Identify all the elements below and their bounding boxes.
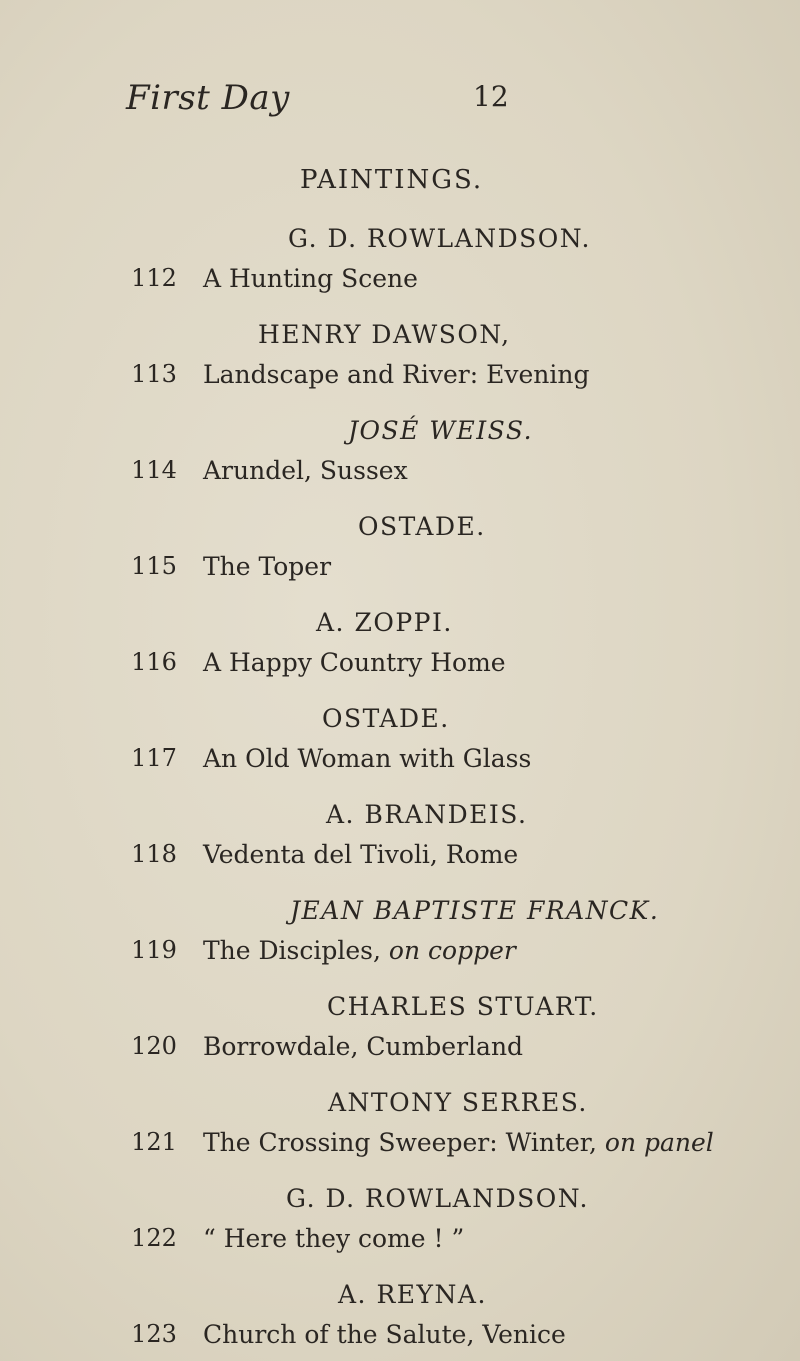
lot-number: 112 bbox=[131, 264, 177, 292]
lot-number: 118 bbox=[131, 840, 177, 868]
medium-note: on panel bbox=[604, 1128, 714, 1157]
artist-name: CHARLES STUART. bbox=[327, 992, 599, 1021]
artist-name: ANTONY SERRES. bbox=[328, 1088, 588, 1117]
artist-name: OSTADE. bbox=[322, 704, 450, 733]
artist-name: JEAN BAPTISTE FRANCK. bbox=[290, 896, 660, 925]
painting-title: Church of the Salute, Venice bbox=[203, 1320, 566, 1349]
lot-number: 113 bbox=[131, 360, 177, 388]
page-number: 12 bbox=[473, 80, 509, 113]
medium-note: on copper bbox=[388, 936, 516, 965]
lot-number: 117 bbox=[131, 744, 177, 772]
artist-name: A. BRANDEIS. bbox=[326, 800, 528, 829]
artist-name: A. REYNA. bbox=[338, 1280, 487, 1309]
artist-name: A. ZOPPI. bbox=[316, 608, 453, 637]
artist-name: OSTADE. bbox=[358, 512, 486, 541]
painting-title: The Disciples, on copper bbox=[203, 936, 516, 965]
painting-title: The Crossing Sweeper: Winter, on panel bbox=[203, 1128, 714, 1157]
painting-title: The Toper bbox=[203, 552, 332, 581]
running-head: First Day bbox=[126, 78, 290, 118]
painting-title: A Happy Country Home bbox=[203, 648, 506, 677]
painting-title: A Hunting Scene bbox=[203, 264, 418, 293]
lot-number: 116 bbox=[131, 648, 177, 676]
painting-title: Arundel, Sussex bbox=[203, 456, 408, 485]
painting-title: An Old Woman with Glass bbox=[203, 744, 532, 773]
lot-number: 120 bbox=[131, 1032, 177, 1060]
painting-title: “ Here they come ! ” bbox=[203, 1224, 465, 1253]
artist-name: JOSÉ WEISS. bbox=[348, 416, 534, 445]
painting-title: Landscape and River: Evening bbox=[203, 360, 590, 389]
lot-number: 122 bbox=[131, 1224, 177, 1252]
painting-title: Borrowdale, Cumberland bbox=[203, 1032, 524, 1061]
lot-number: 115 bbox=[131, 552, 177, 580]
artist-name: HENRY DAWSON, bbox=[258, 320, 511, 349]
lot-number: 123 bbox=[131, 1320, 177, 1348]
lot-number: 121 bbox=[131, 1128, 177, 1156]
lot-number: 119 bbox=[131, 936, 177, 964]
artist-name: G. D. ROWLANDSON. bbox=[286, 1184, 589, 1213]
lot-number: 114 bbox=[131, 456, 177, 484]
section-title: PAINTINGS. bbox=[300, 165, 484, 195]
artist-name: G. D. ROWLANDSON. bbox=[288, 224, 591, 253]
painting-title: Vedenta del Tivoli, Rome bbox=[203, 840, 519, 869]
